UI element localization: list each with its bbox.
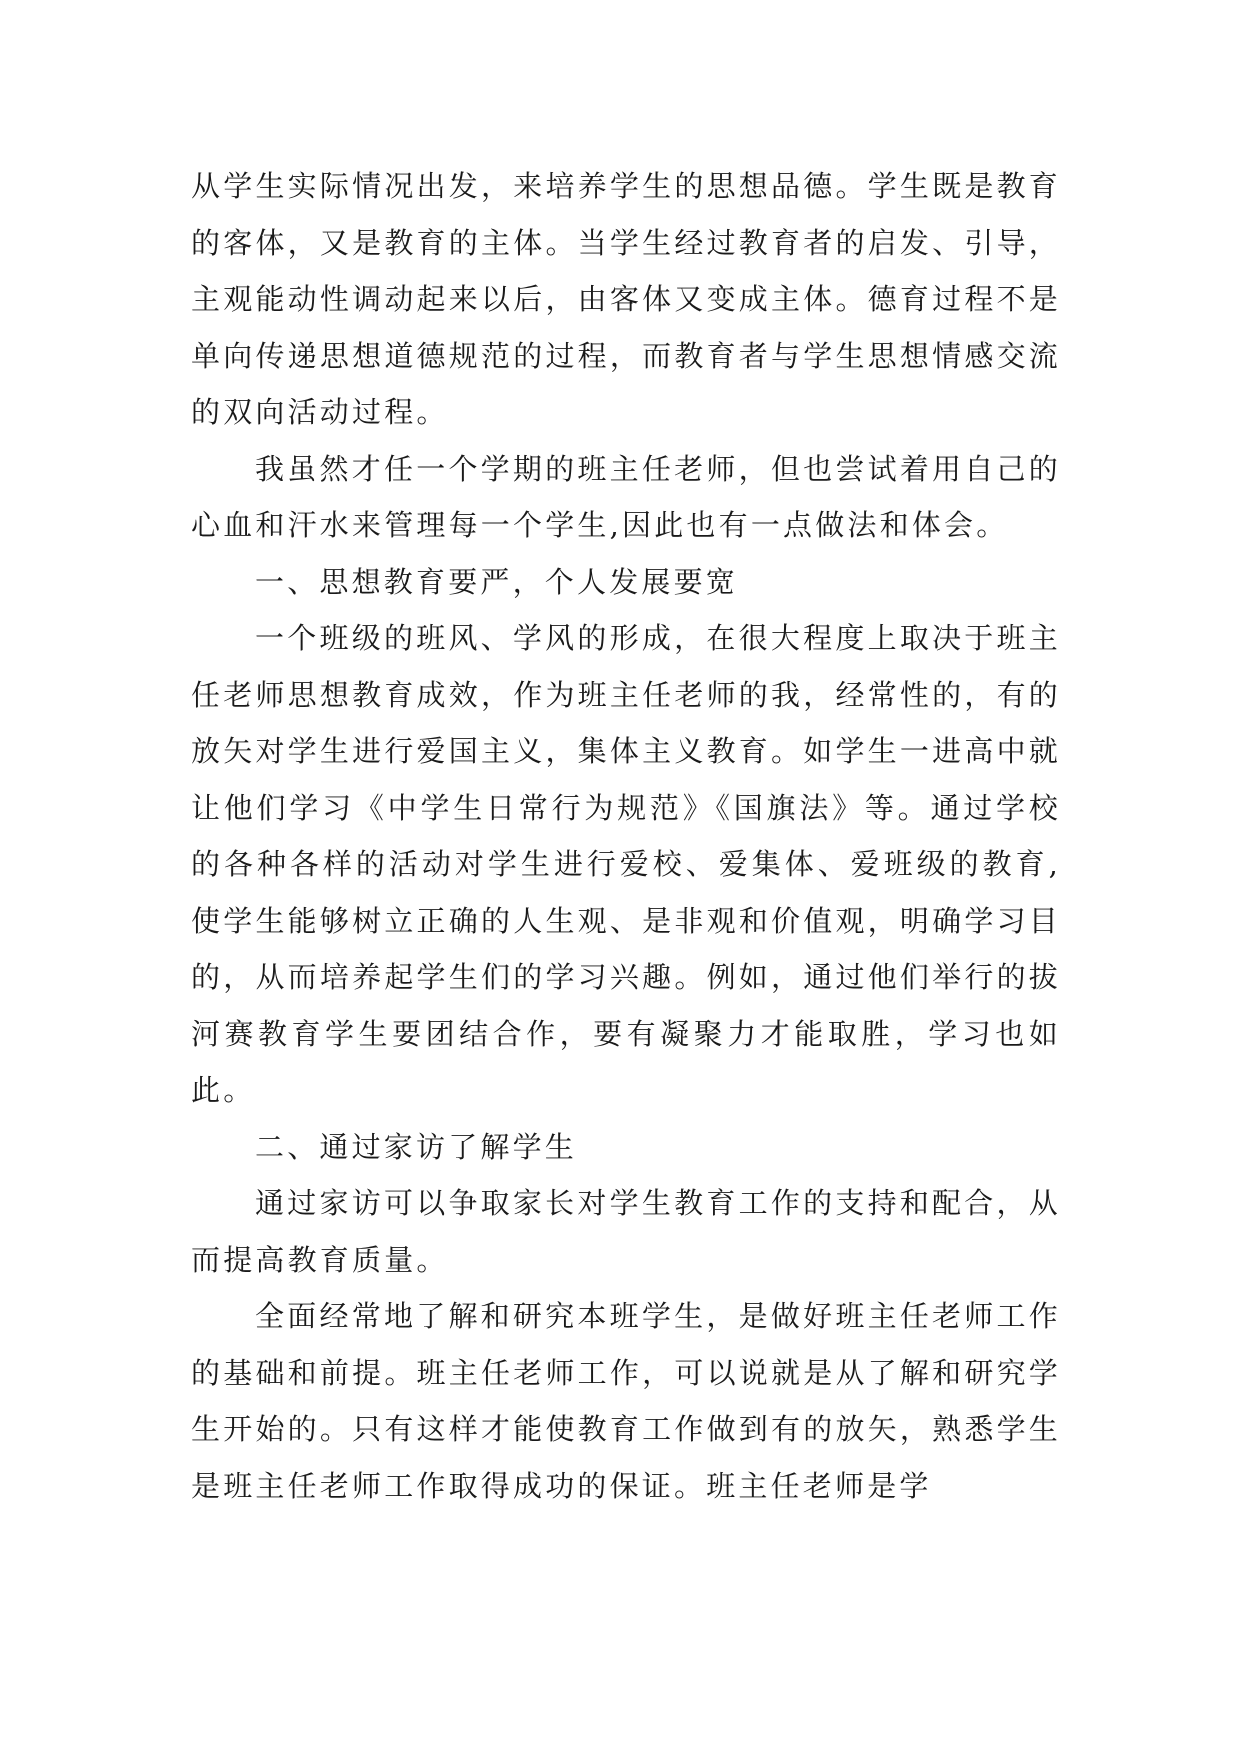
section-heading-1: 一、思想教育要严，个人发展要宽 <box>255 564 739 599</box>
paragraph-continuation: 从学生实际情况出发，来培养学生的思想品德。学生既是教育的客体，又是教育的主体。当学生经过教育者的启发、引导，主观能动性调动起来以后，由客体又变成主体。德育过程不是单向传递思想道德规范的过程，而教育者与学生思想情感交流的双向活动过程。 <box>191 169 1061 429</box>
section-heading-2: 二、通过家访了解学生 <box>255 1129 578 1164</box>
paragraph-home-visit: 通过家访可以争取家长对学生教育工作的支持和配合，从而提高教育质量。 <box>191 1186 1061 1277</box>
paragraph-intro: 我虽然才任一个学期的班主任老师，但也尝试着用自己的心血和汗水来管理每一个学生,因此也有一点做法和体会。 <box>191 451 1061 542</box>
paragraph-understanding-students: 全面经常地了解和研究本班学生，是做好班主任老师工作的基础和前提。班主任老师工作，可以说就是从了解和研究学生开始的。只有这样才能使教育工作做到有的放矢，熟悉学生是班主任老师工作取得成功的保证。班主任老师是学 <box>191 1299 1061 1503</box>
document-body <box>191 158 1061 1514</box>
paragraph-section-1: 一个班级的班风、学风的形成，在很大程度上取决于班主任老师思想教育成效，作为班主任老师的我，经常性的，有的放矢对学生进行爱国主义，集体主义教育。如学生一进高中就让他们学习《中学生日常行为规范》《国旗法》等。通过学校的各种各样的活动对学生进行爱校、爱集体、爱班级的教育,使学生能够树立正确的人生观、是非观和价值观，明确学习目的，从而培养起学生们的学习兴趣。例如，通过他们举行的拔河赛教育学生要团结合作，要有凝聚力才能取胜，学习也如此。 <box>191 621 1061 1107</box>
